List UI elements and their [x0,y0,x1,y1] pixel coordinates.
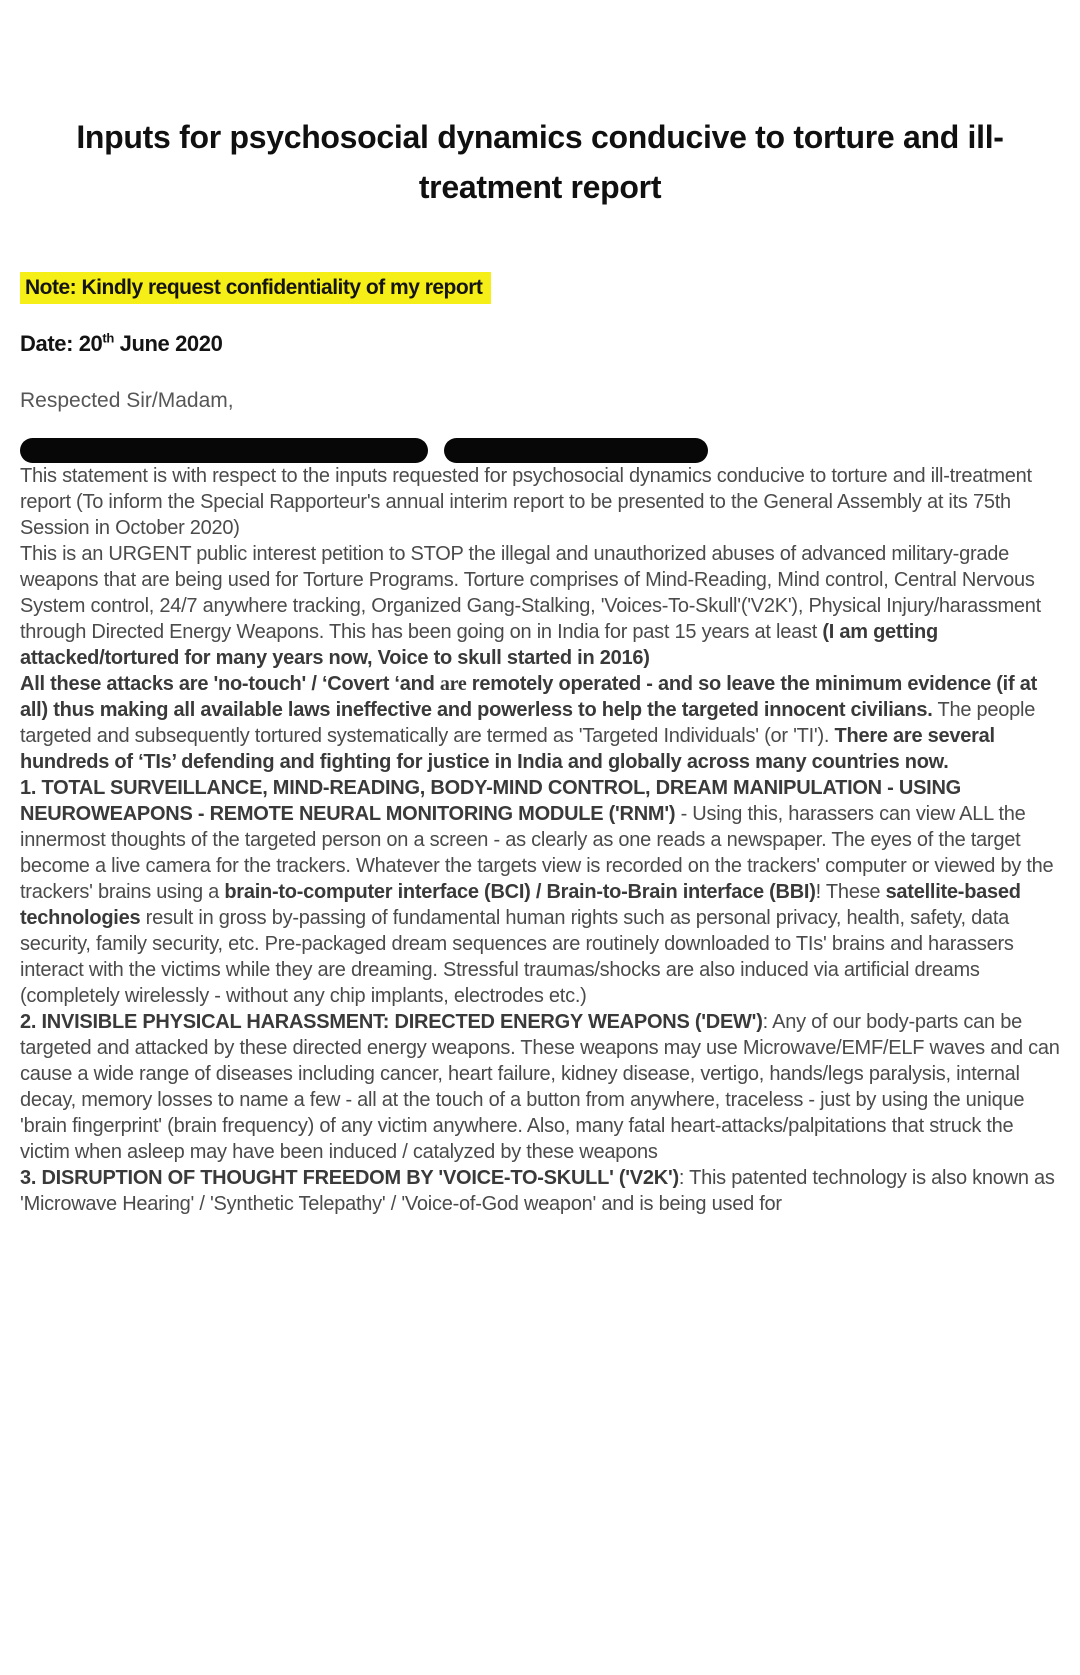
section-3-disruption-thought-freedom: 3. DISRUPTION OF THOUGHT FREEDOM BY 'VOICE-TO-SKULL' ('V2K'): This patented technology is also known as 'Microwave Hearing' / 'Synthetic Telepathy' / 'Voice-of-God weapon' and is being used for [20,1167,1055,1215]
confidentiality-note-row [20,272,1060,304]
section-1-total-surveillance: 1. TOTAL SURVEILLANCE, MIND-READING, BODY-MIND CONTROL, DREAM MANIPULATION - USING NEUROWEAPONS - REMOTE NEURAL MONITORING MODULE ('RNM') - Using this, harassers can view ALL the innermost thoughts of the targeted person on a screen - as clearly as one reads a newspaper. The eyes of the target become a live camera for the trackers. Whatever the targets view is recorded on the trackers' computer or viewed by the trackers' brains using a brain-to-computer interface (BCI) / Brain-to-Brain interface (BBI)! These satellite-based technologies result in gross by-passing of fundamental human rights such as personal privacy, health, safety, data security, family security, etc. Pre-packaged dream sequences are routinely downloaded to TIs' brains and harassers interact with the victims while they are dreaming. Stressful traumas/shocks are also induced via artificial dreams (completely wirelessly - without any chip implants, electrodes etc.) [20,777,1054,1007]
page-title: Inputs for psychosocial dynamics conducive to torture and ill-treatment report [76,119,1004,205]
paragraph-statement: This statement is with respect to the inputs requested for psychosocial dynamics conducive to torture and ill-treatment report (To inform the Special Rapporteur's annual interim report to be presented to the General Assembly at its 75th Session in October 2020) [20,465,1032,539]
date-ordinal-superscript: th [102,330,114,346]
paragraph-urgent-petition: This is an URGENT public interest petition to STOP the illegal and unauthorized abuses of advanced military-grade weapons that are being used for Torture Programs. Torture comprises of Mind-Reading, Mind control, Central Nervous System control, 24/7 anywhere tracking, Organized Gang-Stalking, 'Voices-To-Skull'('V2K'), Physical Injury/harassment through Directed Energy Weapons. This has been going on in India for past 15 years at least (I am getting attacked/tortured for many years now, Voice to skull started in 2016) [20,543,1041,669]
date-prefix: Date: 20 [20,331,103,356]
date-line [20,330,1060,358]
redaction-bar [444,438,708,463]
section-2-invisible-physical-harassment: 2. INVISIBLE PHYSICAL HARASSMENT: DIRECTED ENERGY WEAPONS ('DEW'): Any of our body-parts can be targeted and attacked by these directed energy weapons. These weapons may use Microwave/EMF/ELF waves and can cause a wide range of diseases including cancer, heart failure, kidney disease, vertigo, hands/legs paralysis, internal decay, memory losses to name a few - all at the touch of a button from anywhere, traceless - just by using the unique 'brain fingerprint' (brain frequency) of any victim anywhere. Also, many fatal heart-attacks/palpitations that struck the victim when asleep may have been induced / catalyzed by these weapons [20,1011,1060,1163]
note-highlight: Note: Kindly request confidentiality of my report [20,272,491,304]
salutation: Respected Sir/Madam, [20,389,234,412]
redaction-row [20,438,1060,463]
date-suffix: June 2020 [113,331,223,356]
paragraph-no-touch-attacks: All these attacks are 'no-touch' / ‘Covert ‘and are remotely operated - and so leave the minimum evidence (if at all) thus making all available laws ineffective and powerless to help the targeted innocent civilians. The people targeted and subsequently tortured systematically are termed as 'Targeted Individuals' (or 'TI'). There are several hundreds of ‘TIs’ defending and fighting for justice in India and globally across many countries now. [20,673,1037,773]
redaction-bar [20,438,428,463]
